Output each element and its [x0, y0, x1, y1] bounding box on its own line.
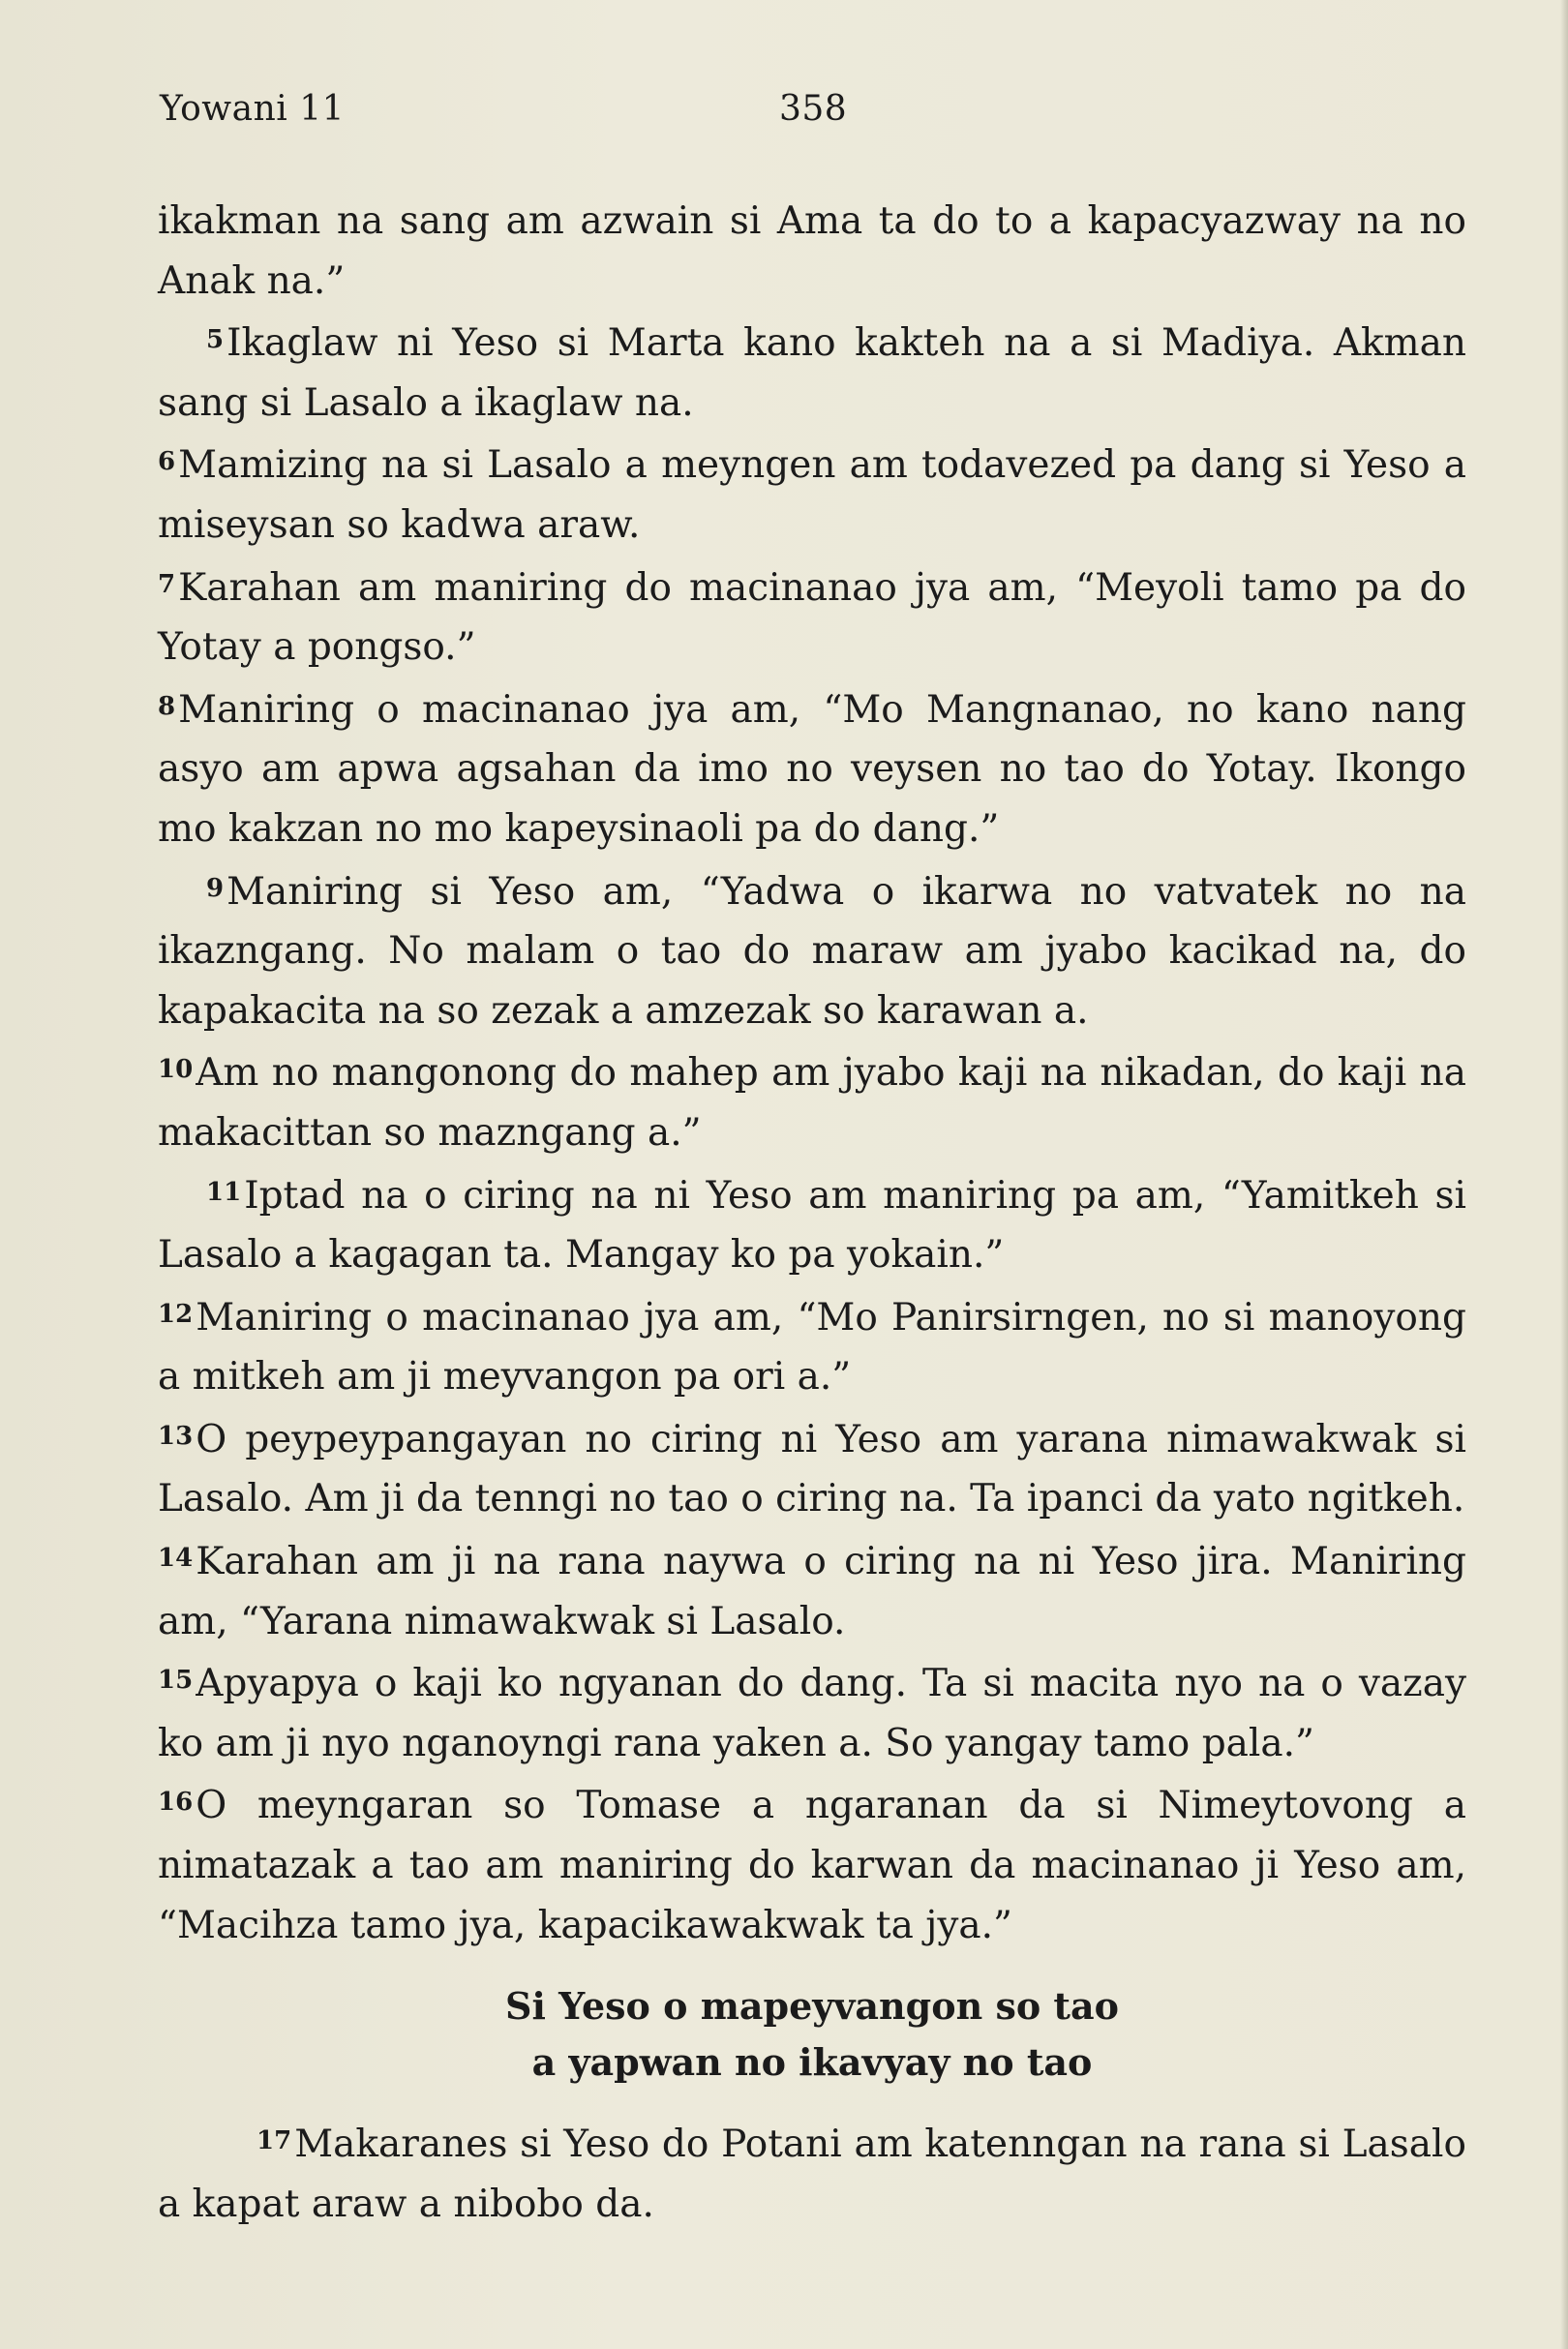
paragraph: [158, 311, 1466, 433]
page-edge: [1560, 0, 1568, 2349]
verse-text: Ikaglaw ni Yeso si Marta kano kakteh na a si Madiya. Akman sang si Lasalo a ikaglaw na.: [158, 321, 1466, 425]
section-heading-line: Si Yeso o mapeyvangon so tao: [505, 1984, 1119, 2029]
verse-text: Karahan am maniring do macinanao jya am, “Meyoli tamo pa do Yotay a pongso.”: [158, 565, 1466, 670]
paragraph: [158, 1163, 1466, 1285]
verse-text: Mamizing na si Lasalo a meyngen am todavezed pa dang si Yeso a miseysan so kadwa araw.: [158, 443, 1466, 547]
verse-text: Maniring o macinanao jya am, “Mo Panirsirngen, no si manoyong a mitkeh am ji meyvangon pa ori a.”: [158, 1295, 1466, 1400]
verse-text: Maniring o macinanao jya am, “Mo Mangnanao, no kano nang asyo am apwa agsahan da imo no veysen no tao do Yotay. Ikongo mo kakzan no mo kapeysinaoli pa do dang.”: [158, 687, 1466, 851]
verse-number: 14: [158, 1544, 194, 1574]
verse-text: Iptad na o ciring na ni Yeso am maniring pa am, “Yamitkeh si Lasalo a kagagan ta. Mangay ko pa yokain.”: [158, 1173, 1466, 1278]
paragraph: [158, 1773, 1466, 1955]
verse-text: O peypeypangayan no ciring ni Yeso am yarana nimawakwak si Lasalo. Am ji da tenngi no tao o ciring na. Ta ipanci da yato ngitkeh.: [158, 1417, 1466, 1521]
verse-number: 12: [158, 1299, 194, 1329]
verse-number: 10: [158, 1055, 194, 1085]
paragraph: [158, 433, 1466, 555]
verse-text: Makaranes si Yeso do Potani am katenngan na rana si Lasalo a kapat araw a nibobo da.: [158, 2123, 1466, 2226]
verse-number: 17: [256, 2126, 292, 2156]
verse-number: 15: [158, 1666, 194, 1696]
verse-number: 6: [158, 447, 176, 477]
section-heading-line: a yapwan no ikavyay no tao: [531, 2040, 1093, 2085]
verse-number: 8: [158, 691, 176, 721]
paragraph: [158, 192, 1466, 311]
verse-number: 5: [206, 325, 225, 355]
paragraph: [158, 1040, 1466, 1162]
paragraph: [158, 1651, 1466, 1773]
verse-number: 11: [206, 1177, 242, 1207]
paragraph: [158, 556, 1466, 678]
verse-text: Maniring si Yeso am, “Yadwa o ikarwa no vatvatek no na ikazngang. No malam o tao do maraw am jyabo kacikad na, do kapakacita na so zezak a amzezak so karawan a.: [158, 869, 1466, 1033]
verse-number: 16: [158, 1788, 194, 1818]
verse-text: Am no mangonong do mahep am jyabo kaji na nikadan, do kaji na makacittan so mazngang a.”: [158, 1051, 1466, 1155]
paragraph: [158, 859, 1466, 1041]
book-chapter-title: Yowani 11: [160, 89, 346, 129]
paragraph: [158, 2112, 1466, 2234]
paragraph: [158, 1407, 1466, 1529]
paragraph: [158, 678, 1466, 859]
verse-text: O meyngaran so Tomase a ngaranan da si Nimeytovong a nimatazak a tao am maniring do karwan da macinanao ji Yeso am, “Macihza tamo jya, kapacikawakwak ta jya.”: [158, 1784, 1466, 1947]
verse-number: 13: [158, 1421, 194, 1451]
verse-number: 7: [158, 569, 176, 599]
body-text: [158, 192, 1466, 2234]
paragraph: [158, 1529, 1466, 1651]
verse-text: ikakman na sang am azwain si Ama ta do to a kapacyazway na no Anak na.”: [158, 199, 1466, 303]
paragraph: [158, 1285, 1466, 1407]
section-heading: [158, 1978, 1466, 2091]
page-number: 358: [779, 89, 848, 129]
running-header: [160, 89, 1466, 137]
verse-text: Apyapya o kaji ko ngyanan do dang. Ta si macita nyo na o vazay ko am ji nyo nganoyngi rana yaken a. So yangay tamo pala.”: [158, 1662, 1466, 1765]
verse-text: Karahan am ji na rana naywa o ciring na ni Yeso jira. Maniring am, “Yarana nimawakwak si Lasalo.: [158, 1540, 1466, 1643]
verse-number: 9: [206, 873, 225, 903]
